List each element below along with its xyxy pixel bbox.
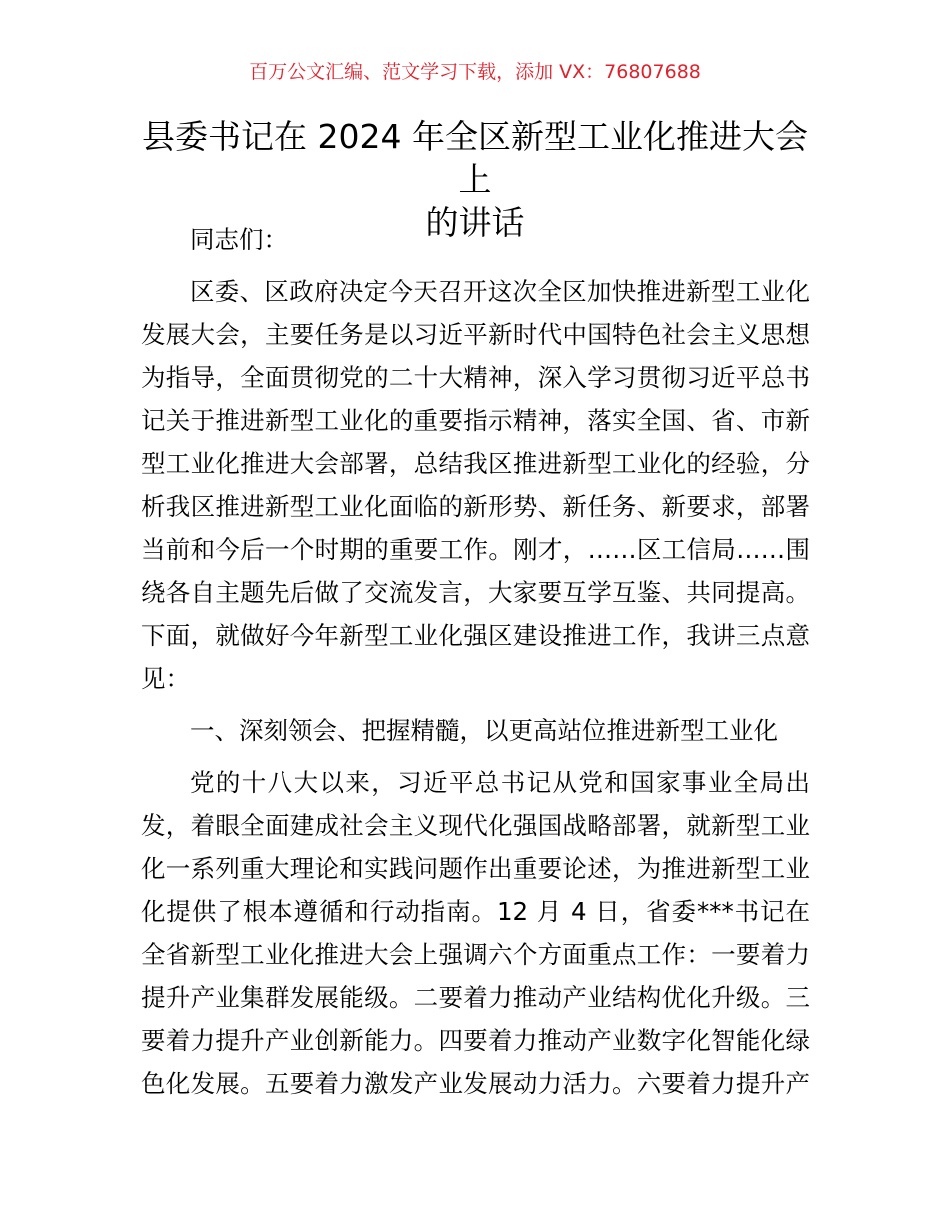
text-line: 记关于推进新型工业化的重要指示精神，落实全国、省、市新 [141,406,810,435]
download-banner: 百万公文汇编、范文学习下载，添加 VX：76807688 [249,61,701,83]
text-line: 发展大会，主要任务是以习近平新时代中国特色社会主义思想 [141,320,810,349]
text-line: 绕各自主题先后做了交流发言，大家要互学互鉴、共同提高。 [141,578,810,607]
text-line: 化提供了根本遵循和行动指南。12 月 4 日，省委***书记在 [141,897,810,926]
paragraph-intro [141,270,810,700]
text-line: 下面，就做好今年新型工业化强区建设推进工作，我讲三点意 [141,621,810,650]
text-line: 色化发展。五要着力激发产业发展动力活力。六要着力提升产 [141,1069,810,1098]
text-line: 要着力提升产业创新能力。四要着力推动产业数字化智能化绿 [141,1026,810,1055]
text-line: 型工业化推进大会部署，总结我区推进新型工业化的经验，分 [141,449,810,478]
text-line: 为指导，全面贯彻党的二十大精神，深入学习贯彻习近平总书 [141,363,810,392]
salutation: 同志们： [190,225,288,254]
text-line: 党的十八大以来，习近平总书记从党和国家事业全局出 [190,768,810,797]
text-line: 见： [141,664,190,693]
document-body [141,218,810,1114]
text-line: 析我区推进新型工业化面临的新形势、新任务、新要求，部署 [141,492,810,521]
text-line: 化一系列重大理论和实践问题作出重要论述，为推进新型工业 [141,854,810,883]
text-line: 提升产业集群发展能级。二要着力推动产业结构优化升级。三 [141,983,810,1012]
text-line: 当前和今后一个时期的重要工作。刚才，……区工信局……围 [141,535,810,564]
paragraph-section1 [141,761,810,1105]
text-line: 发，着眼全面建成社会主义现代化强国战略部署，就新型工业 [141,811,810,840]
text-line: 全省新型工业化推进大会上强调六个方面重点工作：一要着力 [141,940,810,969]
title-line: 县委书记在 2024 年全区新型工业化推进大会上 [142,117,808,199]
section-heading: 一、深刻领会、把握精髓，以更高站位推进新型工业化 [190,716,778,745]
title-line: 的讲话 [425,203,525,242]
text-line: 区委、区政府决定今天召开这次全区加快推进新型工业化 [190,277,810,306]
